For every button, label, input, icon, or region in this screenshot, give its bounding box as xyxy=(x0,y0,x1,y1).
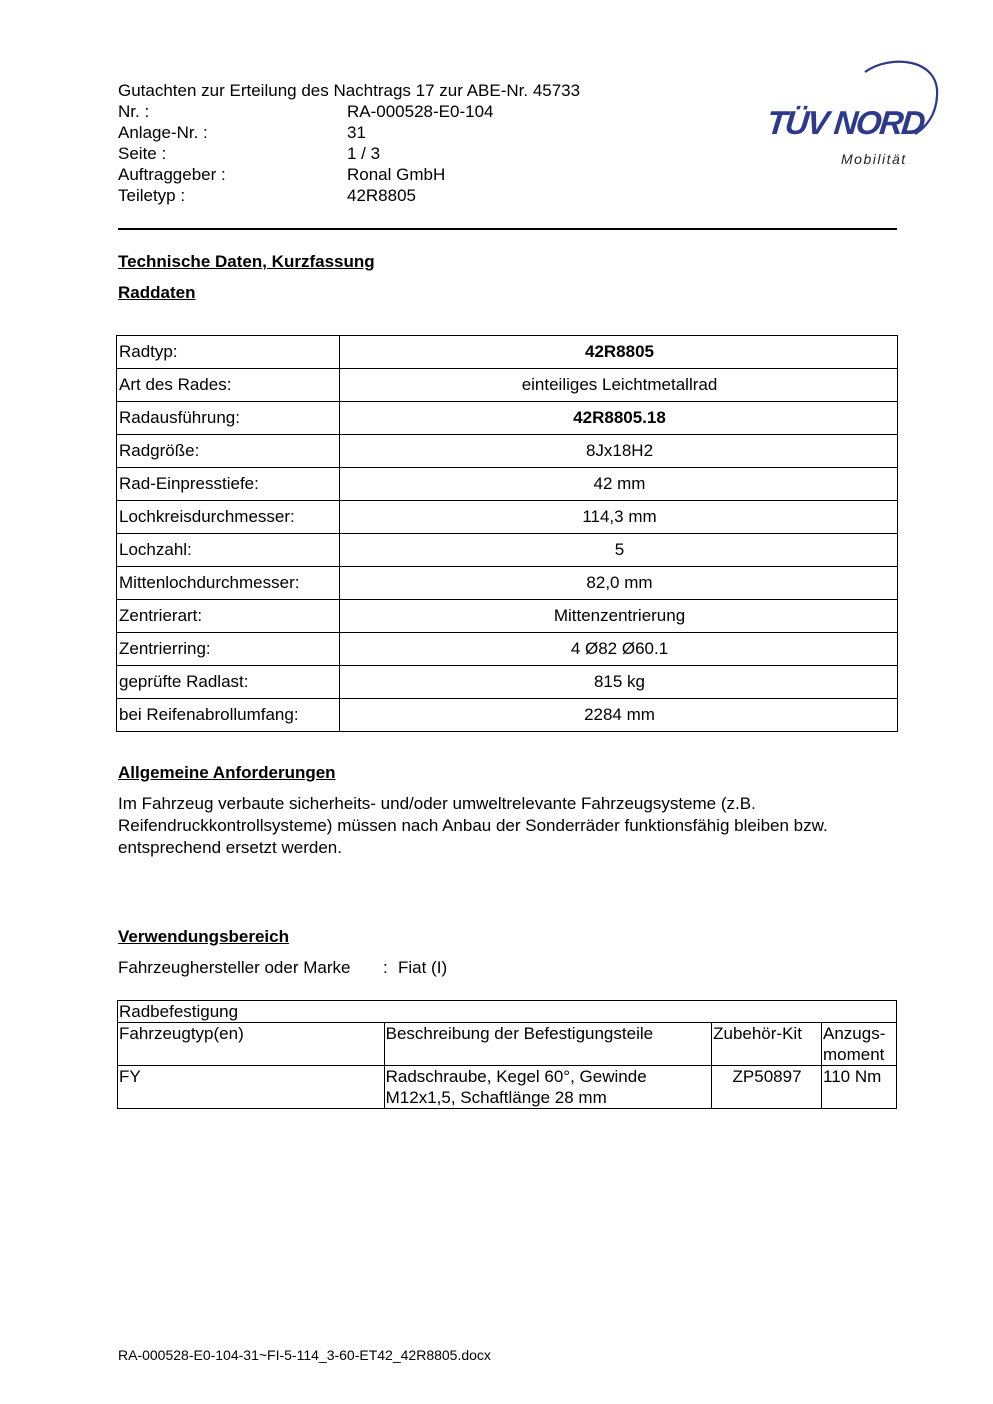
torque-cell: 110 Nm xyxy=(822,1066,897,1109)
header-value: 1 / 3 xyxy=(347,144,381,163)
vehicle-type-cell: FY xyxy=(118,1066,385,1109)
column-header: Anzugs-moment xyxy=(822,1023,897,1066)
wheel-data-label: Lochkreisdurchmesser: xyxy=(117,501,340,534)
table-row xyxy=(117,501,898,534)
table-row xyxy=(117,534,898,567)
header-value: RA-000528-E0-104 xyxy=(347,102,494,121)
table-row xyxy=(117,699,898,732)
wheel-data-label: Radausführung: xyxy=(117,402,340,435)
wheel-data-label: Art des Rades: xyxy=(117,369,340,402)
wheel-data-value: 8Jx18H2 xyxy=(340,435,898,468)
header-key: Auftraggeber : xyxy=(118,165,226,184)
section-heading-usage: Verwendungsbereich xyxy=(118,927,289,946)
wheel-data-table xyxy=(116,335,898,732)
header-value: 31 xyxy=(347,123,366,142)
table-row xyxy=(117,468,898,501)
mounting-caption-row xyxy=(118,1001,897,1023)
wheel-data-value: 42R8805 xyxy=(340,336,898,369)
wheel-data-value: Mittenzentrierung xyxy=(340,600,898,633)
section-heading-wheel: Raddaten xyxy=(118,283,196,302)
wheel-data-label: geprüfte Radlast: xyxy=(117,666,340,699)
wheel-data-value: 114,3 mm xyxy=(340,501,898,534)
wheel-data-value: 42 mm xyxy=(340,468,898,501)
header-key: Teiletyp : xyxy=(118,186,186,205)
manufacturer-value: Fiat (I) xyxy=(398,958,448,977)
wheel-data-value: 4 Ø82 Ø60.1 xyxy=(340,633,898,666)
table-row xyxy=(117,369,898,402)
mounting-caption: Radbefestigung xyxy=(118,1001,897,1023)
wheel-data-label: Radtyp: xyxy=(117,336,340,369)
logo-brand: TÜV NORD xyxy=(765,104,926,141)
table-row xyxy=(117,600,898,633)
wheel-data-value: 2284 mm xyxy=(340,699,898,732)
tuv-nord-logo xyxy=(765,58,940,170)
column-header: Beschreibung der Befestigungsteile xyxy=(384,1023,711,1066)
wheel-data-label: Mittenlochdurchmesser: xyxy=(117,567,340,600)
wheel-data-label: Rad-Einpresstiefe: xyxy=(117,468,340,501)
wheel-data-label: Lochzahl: xyxy=(117,534,340,567)
report-title: Gutachten zur Erteilung des Nachtrags 17 zur ABE-Nr. 45733 xyxy=(118,81,581,100)
header-key: Nr. : xyxy=(118,102,150,121)
manufacturer-label: Fahrzeughersteller oder Marke xyxy=(118,958,351,977)
wheel-data-label: bei Reifenabrollumfang: xyxy=(117,699,340,732)
wheel-data-value: 82,0 mm xyxy=(340,567,898,600)
table-row xyxy=(117,633,898,666)
wheel-data-label: Zentrierart: xyxy=(117,600,340,633)
header-divider xyxy=(118,228,897,230)
header-key: Anlage-Nr. : xyxy=(118,123,208,142)
wheel-data-value: 815 kg xyxy=(340,666,898,699)
wheel-data-label: Zentrierring: xyxy=(117,633,340,666)
table-row xyxy=(117,435,898,468)
footer-filename: RA-000528-E0-104-31~FI-5-114_3-60-ET42_42R8805.docx xyxy=(118,1347,491,1363)
wheel-data-value: 5 xyxy=(340,534,898,567)
wheel-mounting-table xyxy=(117,1000,897,1109)
wheel-data-label: Radgröße: xyxy=(117,435,340,468)
table-row xyxy=(117,666,898,699)
mounting-header-row xyxy=(118,1023,897,1066)
section-heading-technical: Technische Daten, Kurzfassung xyxy=(118,252,375,271)
logo-subtitle: Mobilität xyxy=(841,151,907,167)
manufacturer-separator: : xyxy=(383,958,388,977)
general-requirements-text: Im Fahrzeug verbaute sicherheits- und/oder umweltrelevante Fahrzeugsysteme (z.B. Reifendruckkontrollsysteme) müssen nach Anbau der Sonderräder funktionsfähig bleiben bzw. entsprechend ersetzt werden. xyxy=(118,794,828,857)
table-row xyxy=(117,402,898,435)
table-row xyxy=(118,1066,897,1109)
column-header: Zubehör-Kit xyxy=(712,1023,822,1066)
section-heading-general: Allgemeine Anforderungen xyxy=(118,763,336,782)
header-key: Seite : xyxy=(118,144,167,163)
manufacturer-line xyxy=(118,957,448,979)
table-row xyxy=(117,336,898,369)
table-row xyxy=(117,567,898,600)
accessory-kit-cell: ZP50897 xyxy=(712,1066,822,1109)
header-value: Ronal GmbH xyxy=(347,165,446,184)
header-value: 42R8805 xyxy=(347,186,417,205)
wheel-data-value: 42R8805.18 xyxy=(340,402,898,435)
fastener-description-cell: Radschraube, Kegel 60°, Gewinde M12x1,5, Schaftlänge 28 mm xyxy=(384,1066,711,1109)
column-header: Fahrzeugtyp(en) xyxy=(118,1023,385,1066)
wheel-data-value: einteiliges Leichtmetallrad xyxy=(340,369,898,402)
